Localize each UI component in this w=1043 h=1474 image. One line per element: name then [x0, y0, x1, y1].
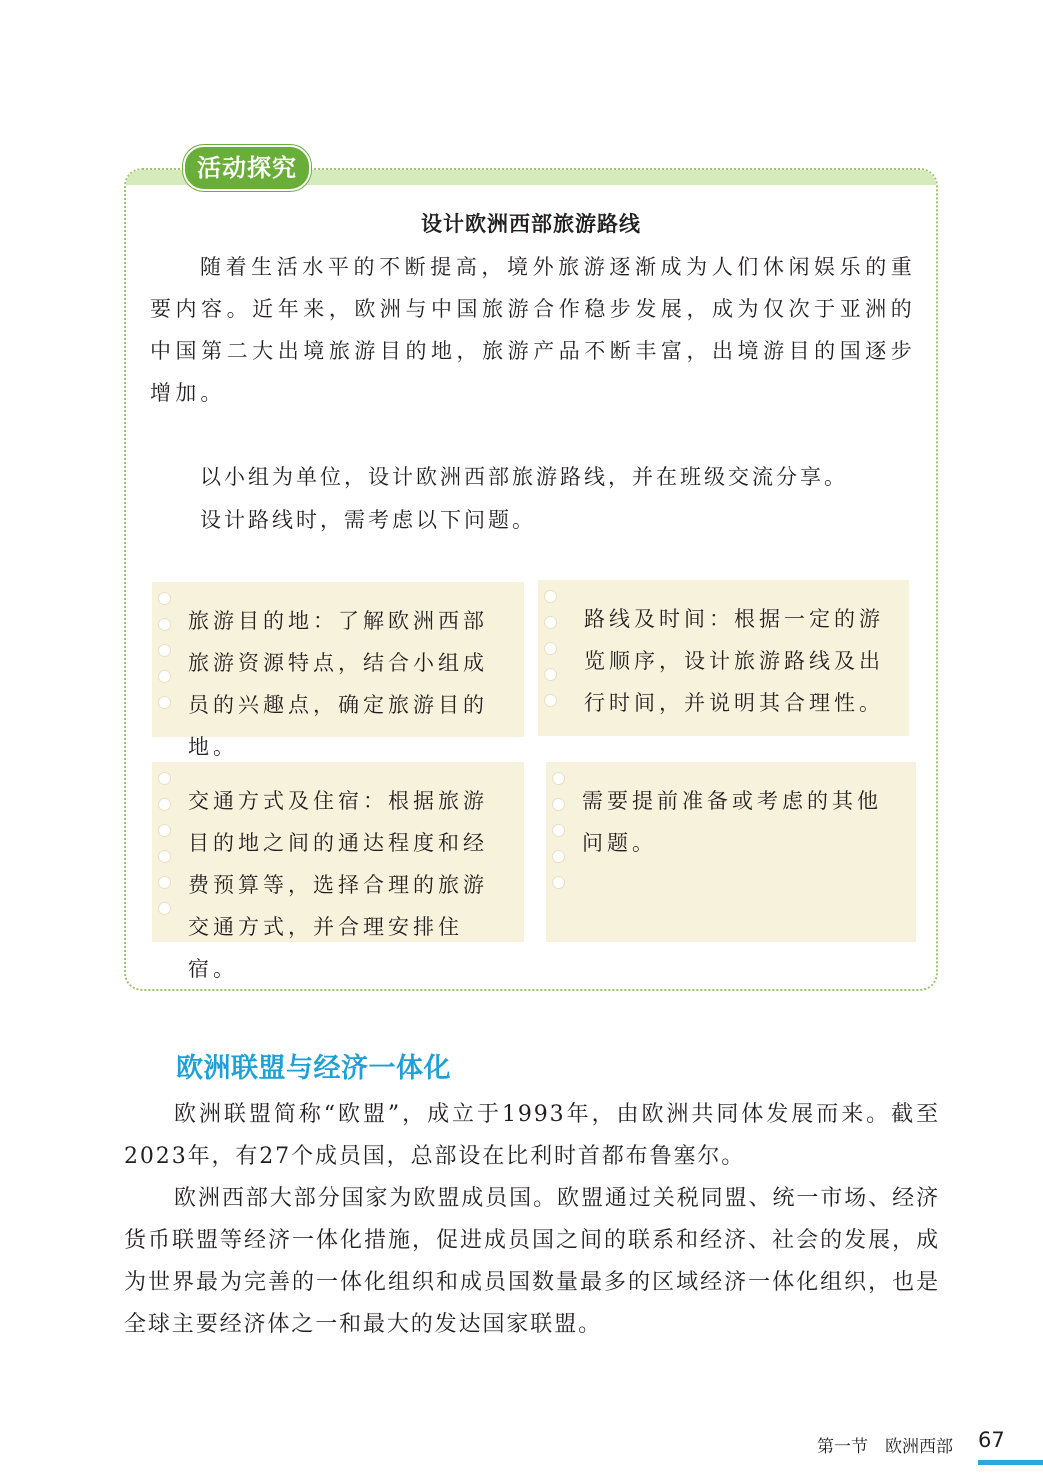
footer-accent-line — [978, 1460, 1043, 1465]
body-paragraph-2: 欧洲西部大部分国家为欧盟成员国。欧盟通过关税同盟、统一市场、经济货币联盟等经济一体化措施，促进成员国之间的联系和经济、社会的发展，成为世界最为完善的一体化组织和成员国数量最多的区域经济一体化组织，也是全球主要经济体之一和最大的发达国家联盟。 — [124, 1186, 940, 1337]
note-card-destination — [152, 582, 524, 759]
note-card-route — [538, 580, 909, 736]
note-card-transport — [152, 762, 524, 981]
activity-task-2: 设计路线时，需考虑以下问题。 — [200, 508, 536, 532]
note-text: 路线及时间：根据一定的游览顺序，设计旅游路线及出行时间，并说明其合理性。 — [584, 607, 884, 715]
note-text: 需要提前准备或考虑的其他问题。 — [582, 789, 882, 855]
binder-holes — [158, 772, 172, 915]
section-heading: 欧洲联盟与经济一体化 — [176, 1053, 451, 1084]
activity-title: 设计欧洲西部旅游路线 — [421, 212, 641, 236]
note-text: 交通方式及住宿：根据旅游目的地之间的通达程度和经费预算等，选择合理的旅游交通方式，并合理安排住宿。 — [188, 789, 488, 981]
activity-badge: 活动探究 — [183, 145, 311, 191]
binder-holes — [552, 772, 566, 889]
footer-page-number: 67 — [978, 1428, 1005, 1452]
body-paragraph-1: 欧洲联盟简称“欧盟”，成立于1993年，由欧洲共同体发展而来。截至2023年，有27个成员国，总部设在比利时首都布鲁塞尔。 — [124, 1102, 940, 1169]
binder-holes — [158, 592, 172, 709]
note-text: 旅游目的地：了解欧洲西部旅游资源特点，结合小组成员的兴趣点，确定旅游目的地。 — [188, 609, 488, 759]
footer-chapter-label: 第一节 欧洲西部 — [817, 1437, 953, 1457]
binder-holes — [544, 590, 558, 707]
activity-intro: 随着生活水平的不断提高，境外旅游逐渐成为人们休闲娱乐的重要内容。近年来，欧洲与中国旅游合作稳步发展，成为仅次于亚洲的中国第二大出境旅游目的地，旅游产品不断丰富，出境游目的国逐步增加。 — [150, 255, 916, 405]
activity-task-1: 以小组为单位，设计欧洲西部旅游路线，并在班级交流分享。 — [200, 465, 848, 489]
note-card-other — [546, 762, 916, 942]
